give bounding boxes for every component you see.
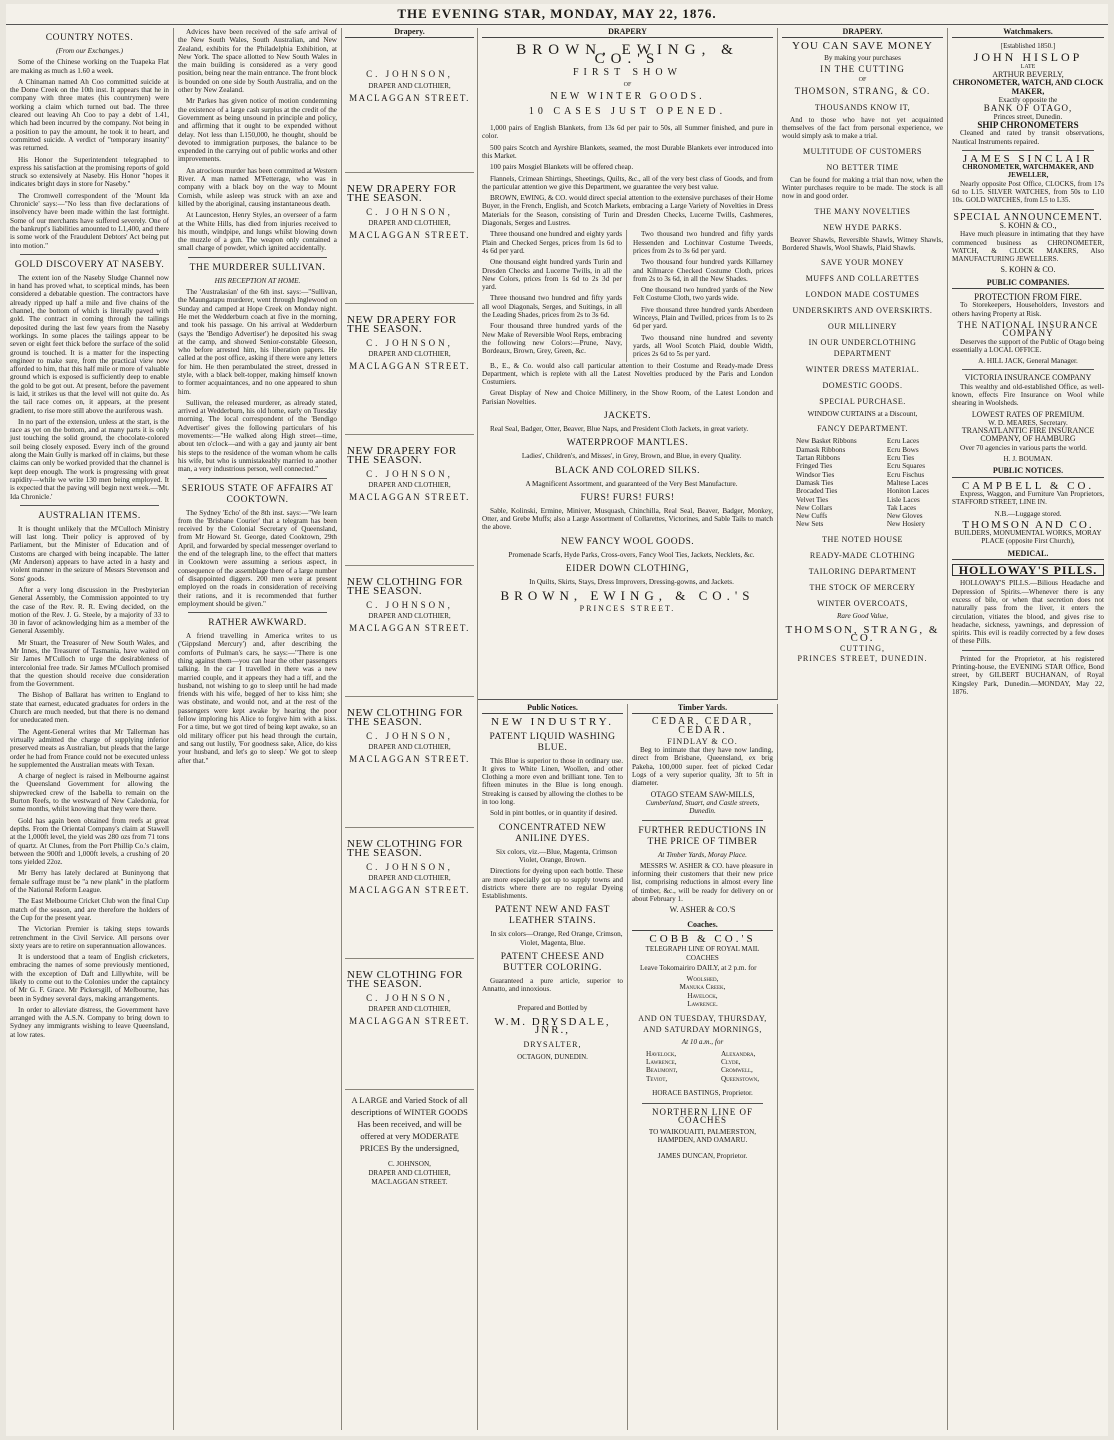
paragraph: Two thousand two hundred and fifty yards Hessenden and Lochinvar Costume Tweeds, prices from 2s to 3s 6d per yard. xyxy=(633,230,773,255)
fabric-list-right xyxy=(633,230,773,361)
tailoring-heading: TAILORING DEPARTMENT xyxy=(808,566,917,576)
paragraph: Mr Parkes has given notice of motion condemning the existence of a large cash surplus at the credit of the Government as being unsound in principle and policy, and affirming that it ought to be expended without delay. Not less than L150,000, he thought, should be devoted to immigration purposes, the balance to be expended in the carrying out of public works and other improvements. xyxy=(178,97,337,164)
paragraph: One thousand two hundred yards of the New Felt Costume Cloth, two yards wide. xyxy=(633,286,773,303)
advertiser-trade: DRAPER AND CLOTHIER, xyxy=(368,1005,451,1014)
brown-ewing-name: BROWN, EWING, & CO.'S xyxy=(516,42,739,67)
divider xyxy=(20,254,159,255)
section-header-coaches: Coaches. xyxy=(632,921,773,931)
paragraph: 500 pairs Scotch and Ayrshire Blankets, seamed, the most Durable Blankets ever introduced into this Market. xyxy=(482,143,773,160)
item: Lisle Laces xyxy=(886,495,920,504)
new-winter-goods: NEW WINTER GOODS. xyxy=(550,91,705,103)
paragraph: In Quilts, Skirts, Stays, Dress Improvers, Dressing-gowns, and Jackets. xyxy=(529,578,734,587)
paragraph: Two thousand nine hundred and seventy yards, all Wool Scotch Plaid, double Width, prices 2s 6d to 5s per yard. xyxy=(633,333,773,359)
northern-towns: TO WAIKOUAITI, PALMERSTON, HAMPDEN, AND OAMARU. xyxy=(648,1127,757,1144)
towns-right xyxy=(721,1050,759,1083)
divider xyxy=(188,257,327,258)
item: New Collars xyxy=(796,503,833,512)
ad-headline: NEW CLOTHING FOR THE SEASON. xyxy=(347,576,463,597)
fancy-list-right xyxy=(887,437,929,528)
section-header-medical: MEDICAL. xyxy=(952,550,1104,560)
subheading: HIS RECEPTION AT HOME. xyxy=(214,276,301,285)
in-cutting: IN THE CUTTING xyxy=(820,63,905,74)
paragraph: Four thousand three hundred yards of the New Make of Reversible Wool Reps, embracing the following new Colors:—Prune, Navy, Bordeaux, Brown, Grey, Green, &c. xyxy=(482,322,622,356)
noted-house-heading: THE NOTED HOUSE xyxy=(822,534,903,544)
millinery-heading: OUR MILLINERY xyxy=(828,322,897,332)
ad-headline: NEW CLOTHING FOR THE SEASON. xyxy=(347,838,463,859)
masthead: THE EVENING STAR, MONDAY, MAY 22, 1876. xyxy=(6,4,1108,25)
section-header-public-notices: Public Notices. xyxy=(482,704,623,714)
paragraph: The Cromwell correspondent of the 'Mount Ida Chronicle' says:—"No less than five declarations of insolvency have been made within the last fortnight. Some of our merchants have suffered severely. One of the bankrupt's liabilities amounted to L1,400, and there is some work of the Fraudulent Debtors' Act being put into motion." xyxy=(10,191,169,250)
advertiser-name: C. JOHNSON, xyxy=(366,206,453,217)
section-header-drapery: Drapery. xyxy=(345,28,474,38)
ad-headline: NEW CLOTHING FOR THE SEASON. xyxy=(347,707,463,728)
muffs-heading: MUFFS AND COLLARETTES xyxy=(805,274,920,284)
ad-body: A LARGE and Varied Stock of all descriptions of WINTER GOODS Has been received, and will be offered at very MODERATE PRICES By the undersigned, xyxy=(351,1095,468,1154)
paragraph: The Victorian Premier is taking steps towards retrenchment in the Civil Service. All persons over sixty years are to retire on superannuation allowances. xyxy=(10,925,169,950)
column-thomson-strang xyxy=(778,28,948,1430)
advertiser-street: MACLAGGAN STREET. xyxy=(349,885,470,896)
paragraph: BROWN, EWING, & CO. would direct special attention to the extensive purchases of their Home Buyer, in the French, English, and Scotch Markets, embracing a Large Variety of Novelties in Dress Materials for the Season, consisting of Turin and Dresden Checks, Lucerne Twills, Cashmeres, Diagonals, Serges and Lustres. xyxy=(482,194,773,228)
divider xyxy=(642,1103,763,1104)
advertiser-trade: DRAPER AND CLOTHIER, xyxy=(368,481,451,490)
paragraph: Beaver Shawls, Reversible Shawls, Witney Shawls, Bordered Shawls, Wool Shawls, Plaid Shawls. xyxy=(782,235,943,252)
opposite-label: Exactly opposite the xyxy=(998,96,1058,105)
fancy-list xyxy=(782,437,943,528)
paragraph: It is thought unlikely that the M'Culloch Ministry will last long. Their policy is approved of by Parliament, but the Minister of Education and of Customs are charged with being incapable. The latter (Mr Anderson) appears to have acted in a hasty and violent manner in the seizure of Messrs Stevenson and Sons' goods. xyxy=(10,524,169,583)
chronometer-maker: CHRONOMETER, WATCH, AND CLOCK MAKER, xyxy=(952,78,1104,96)
paragraph: 100 pairs Mosgiel Blankets will be offered cheap. xyxy=(490,163,634,172)
advertiser-trade: DRAPER AND CLOTHIER, xyxy=(368,219,451,228)
town: Manuka Creek, xyxy=(679,983,726,992)
paragraph: The East Melbourne Cricket Club won the final Cup match of the season, and are therefore the holders of the Cup for the present year. xyxy=(10,897,169,922)
section-header-watchmakers: Watchmakers. xyxy=(952,28,1104,38)
protection-heading: PROTECTION FROM FIRE. xyxy=(974,292,1082,303)
paragraph: Cleaned and rated by transit observations, Nautical Instruments repaired. xyxy=(952,129,1104,146)
paragraph: B., E., & Co. would also call particular attention to their Costume and Ready-made Dress Department, which is replete with all the Latest Novelties produced by the Paris and London Costumiers. xyxy=(482,361,773,387)
section-header-drapery: DRAPERY xyxy=(482,28,773,38)
eider-heading: EIDER DOWN CLOTHING, xyxy=(565,564,690,575)
asher-name: W. ASHER & CO.'S xyxy=(669,905,736,915)
newspaper-page xyxy=(6,4,1108,1436)
holloway-pills-banner: HOLLOWAY'S PILLS. xyxy=(952,564,1104,576)
item: Ecru Ties xyxy=(886,454,915,463)
beverly-name: ARTHUR BEVERLY, xyxy=(992,70,1064,80)
item: Damask Ribbons xyxy=(796,445,846,454)
paragraph: Five thousand three hundred yards Aberdeen Winceys, Plain and Twilled, prices from 1s to 2s 6d per yard. xyxy=(633,305,773,331)
paragraph: The Agent-General writes that Mr Tallerman has virtually admitted the charge of supplying inferior preserved meats as Australian, but pleads that the large order he had from France could not be executed unless he supplemented the Australian meats with Texan. xyxy=(10,727,169,769)
cobb-name: COBB & CO.'S xyxy=(649,932,756,945)
advertiser-name: C. JOHNSON, xyxy=(366,992,453,1003)
johnson-ad xyxy=(345,173,474,304)
domestic-heading: DOMESTIC GOODS. xyxy=(822,381,903,391)
paragraph: To Storekeepers, Householders, Investors and others having Property at Risk. xyxy=(952,301,1104,318)
advertiser-trade: DRAPER AND CLOTHIER, xyxy=(368,1168,451,1177)
advertiser-name: C. JOHNSON, xyxy=(388,1160,431,1169)
town: Clyde, xyxy=(720,1057,741,1066)
washing-blue-heading: PATENT LIQUID WASHING BLUE. xyxy=(489,731,616,753)
kohn-name: S. KOHN & CO., xyxy=(999,220,1057,230)
advertiser-street: MACLAGGAN STREET. xyxy=(349,92,470,103)
paragraph: Express, Waggon, and Furniture Van Proprietors, STAFFORD STREET, LINE IN. xyxy=(952,489,1104,507)
section-header-companies: PUBLIC COMPANIES. xyxy=(952,279,1104,289)
duncan-proprietor: JAMES DUNCAN, Proprietor. xyxy=(657,1152,748,1161)
paragraph: The extent ion of the Naseby Sludge Channel now in hand has proved what, to sceptical minds, has been considered a debatable question. The contractors have already ripped up half a mile and five chains of the channel, the bottom of which is literally paved with gold. The contract in coming through the tailings deposited during the last few years from the Naseby workings. In some places the tailings appear to be seven or eight feet thick before the surface of the solid ground is touched. It is a matter for the inspecting engineer to make sure, from the practical view now afforded to him, that this half mile or more of valuable ground which is exposed is sufficiently deep to enable the gold to be got out. At present, before the pavement is laid, it strikes us that the level will not quite do. As the tail race comes on, it appears, at the present gradient, to rise more still above the auriferous wash. xyxy=(10,273,169,415)
paragraph: Advices have been received of the safe arrival of the New South Wales, South Australian, and New Zealand, exhibits for the Philadelphia Exhibition, at New York. The space allotted to New South Wales in the main building is considered as a very good position, being near the main entrance. The front block is bounded on one side by South Australia, and on the other by New Zealand. xyxy=(178,28,337,95)
royal-mail-line: TELEGRAPH LINE OF ROYAL MAIL COACHES xyxy=(645,945,760,962)
thomson-name: THOMSON, STRANG, & CO. xyxy=(794,86,931,97)
section-header-notices: PUBLIC NOTICES. xyxy=(952,467,1104,477)
advertiser-trade: DRAPER AND CLOTHIER, xyxy=(368,81,451,90)
timber-yards-address: At Timber Yards, Moray Place. xyxy=(658,850,747,859)
paragraph: Leave Tokomairiro DAILY, at 2 p.m. for xyxy=(640,963,757,972)
paragraph: And to those who have not yet acquainted themselves of the fact from personal experience, we would simply ask to make a trial. xyxy=(782,115,943,141)
advertiser-street: MACLAGGAN STREET. xyxy=(349,623,470,634)
paragraph: 1,000 pairs of English Blankets, from 13s 6d per pair to 50s, all Summer finished, and pure in color. xyxy=(482,124,773,141)
imprint: Printed for the Proprietor, at his registered Printing-house, the EVENING STAR Office, Bond street, by GILBERT BUCHANAN, of Royal Kingsley Park, Dunedin.—MONDAY, May 22, 1876. xyxy=(952,654,1104,696)
advertiser-name: C. JOHNSON, xyxy=(366,468,453,479)
paragraph: The Sydney 'Echo' of the 8th inst. says:—"We learn from the 'Brisbane Courier' that a telegram has been received by the Colonial Secretary of Queensland, from Mr Howard St. George, dated Cooktown, 29th April, and forwarded by special messenger overland to the end of the telegraph line, to the effect that matters in Cooktown were assuming a serious aspect, in consequence of the assemblage there of a large number of disappointed diggers. 200 men were at present employed on the roads in consideration of receiving their rations, and it is recommended that further employment should be given." xyxy=(178,508,337,608)
paragraph: In order to alleviate distress, the Government have arranged with the A.S.N. Company to bring down to Sydney any immigrants wishing to leave Queensland, at low rates. xyxy=(10,1005,169,1039)
paragraph: Sable, Kolinski, Ermine, Miniver, Musquash, Chinchilla, Real Seal, Beaver, Badger, Monkey, Otter, and Grebe Muffs; also a Large Assortment of Collarettes, Victorines, and Sable Tails to match the above. xyxy=(482,506,773,532)
item: Ecru Bows xyxy=(886,445,919,454)
national-insurance: THE NATIONAL INSURANCE COMPANY xyxy=(957,319,1099,339)
town: Alexandra, xyxy=(720,1049,756,1058)
paragraph: Have much pleasure in intimating that they have commenced business as CHRONOMETER, WATCH, & CLOCK MAKERS, Also MANUFACTURING JEWELLERS. xyxy=(952,230,1104,264)
johnson-ad xyxy=(345,959,474,1090)
cutting-label: CUTTING, xyxy=(839,643,886,653)
brown-ewing-ad xyxy=(478,28,778,700)
underclothing-heading: IN OUR UNDERCLOTHING DEPARTMENT xyxy=(808,338,917,359)
drysdale-name: W.M. DRYSDALE, JNR., xyxy=(494,1015,611,1037)
transatlantic: TRANSATLANTIC FIRE INSURANCE COMPANY, OF HAMBURG xyxy=(961,426,1095,444)
town: Lawrence, xyxy=(646,1057,677,1066)
item: New Hosiery xyxy=(886,520,925,529)
paragraph: MESSRS W. ASHER & CO. have pleasure in informing their customers that their new price list, comprising reductions in almost every line of timber, &c., will be ready for delivery on or about February 1. xyxy=(632,861,773,904)
advertiser-name: C. JOHNSON, xyxy=(366,861,453,872)
paragraph: Nearly opposite Post Office, CLOCKS, from 17s 6d to L15. SILVER WATCHES, from 50s to L10 10s. GOLD WATCHES, from L5 to L35. xyxy=(952,179,1104,205)
paragraph: Some of the Chinese working on the Tuapeka Flat are making as much as 1.60 a week. xyxy=(10,58,169,75)
hill-jack: A. HILL JACK, General Manager. xyxy=(978,357,1078,366)
paragraph: Great Display of New and Choice Millinery, in the Show Room, of the Latest London and Parisian Novelties. xyxy=(482,389,773,406)
divider xyxy=(20,505,159,506)
advertiser-name: C. JOHNSON, xyxy=(366,337,453,348)
save-money: YOU CAN SAVE MONEY xyxy=(792,40,933,53)
johnson-ad xyxy=(345,42,474,173)
reductions-heading: FURTHER REDUCTIONS IN THE PRICE OF TIMBER xyxy=(638,825,767,847)
item: Windsor Ties xyxy=(796,470,835,479)
ad-headline: NEW DRAPERY FOR THE SEASON. xyxy=(347,183,457,204)
leather-heading: PATENT NEW AND FAST LEATHER STAINS. xyxy=(495,905,610,927)
towns-two-col xyxy=(632,1050,773,1083)
by-purchases: By making your purchases xyxy=(824,53,901,62)
paragraph: The Bishop of Ballarat has written to England to state that earnest, educated graduates for orders in the Church are much needed, but that there is no demand for uneducated men. xyxy=(10,691,169,725)
town: Cromwell, xyxy=(720,1066,753,1075)
paragraph: Directions for dyeing upon each bottle. These are more especially got up to supply towns and districts where there are no regular Dyeing Establishments. xyxy=(482,867,623,901)
paragraph: This Blue is superior to those in ordinary use. It gives to White Linen, Woollen, and other Clothing a more even and brilliant tone. Ten to fifteen minutes in the Blue is long enough. Streaking is caused by allowing the clothes to be in too long. xyxy=(482,756,623,807)
item: New Basket Ribbons xyxy=(796,437,857,446)
cases-opened: 10 CASES JUST OPENED. xyxy=(528,105,727,117)
advertiser-trade: DRAPER AND CLOTHIER, xyxy=(368,743,451,752)
town: Havelock, xyxy=(687,991,718,1000)
octagon-address: OCTAGON, DUNEDIN. xyxy=(517,1052,588,1061)
paragraph: Real Seal, Badger, Otter, Beaver, Blue Naps, and President Cloth Jackets, in great variety. xyxy=(490,424,749,433)
advertiser-street: MACLAGGAN STREET. xyxy=(349,492,470,503)
divider xyxy=(642,820,763,821)
item: New Cuffs xyxy=(796,512,828,521)
paragraph: A Chinaman named Ah Coo committed suicide at the Dome Creek on the 10th inst. It appears that he in company with three mates (his countrymen) were working a claim which turned out bad. The three cleared out leaving Ah Coo to pay a debt of 1.41, which had been incurred by the company. Not being in a position to pay the amount, he took it to heart, and committed suicide. A verdict of "temporary insanity" was returned. xyxy=(10,77,169,153)
princes-street: PRINCES STREET, DUNEDIN. xyxy=(797,653,928,663)
paragraph: Sold in pint bottles, or in quantity if desired. xyxy=(490,809,618,818)
paragraph: Over 70 agencies in various parts the world. xyxy=(960,443,1087,452)
sinclair-trade: CHRONOMETER, WATCHMAKER, AND JEWELLER, xyxy=(962,163,1094,180)
paragraph: Three thousand one hundred and eighty yards Plain and Checked Serges, prices from 1s 6d to 4s 6d per yard. xyxy=(482,230,622,255)
advertiser-trade: DRAPER AND CLOTHIER, xyxy=(368,612,451,621)
paragraph: Sullivan, the released murderer, as already stated, arrived at Wedderburn, his old home, early on Tuesday morning. The local correspondent of the 'Bendigo Advertiser' gives the following particulars of his movements:—"He walked along High street—time, about ten o'clock—and with a gay and jaunty air bent his steps to the residence of the woman whom he calls his wife, but who is unmistakeably married to another man, a very industrious person, well connected." xyxy=(178,398,337,474)
builders-desc: BUILDERS, MONUMENTAL WORKS, MORAY PLACE (opposite First Church), xyxy=(954,529,1102,546)
johnson-ad xyxy=(345,697,474,828)
advertiser-street: MACLAGGAN STREET. xyxy=(349,754,470,765)
item: Maltese Laces xyxy=(886,478,929,487)
paragraph: Promenade Scarfs, Hyde Parks, Cross-overs, Fancy Wool Ties, Jackets, Necklets, &c. xyxy=(508,550,755,559)
ready-made-heading: READY-MADE CLOTHING xyxy=(809,550,916,560)
special-purchase-heading: SPECIAL PURCHASE. xyxy=(819,397,906,407)
fabric-list-left xyxy=(482,230,627,361)
paragraph: A charge of neglect is raised in Melbourne against the Queensland Government for allowing the shipwrecked crew of the Isabella to remain on the Burton Reefs, to the westward of New Caledonia, for some months, whilst knowing that they were there. xyxy=(10,772,169,814)
johnson-ad xyxy=(345,435,474,566)
item: Damask Ties xyxy=(796,478,834,487)
column-news xyxy=(174,28,342,1430)
sinclair-name: JAMES SINCLAIR xyxy=(962,152,1094,165)
divider xyxy=(962,650,1094,651)
paragraph: After a very long discussion in the Presbyterian General Assembly, the Commission appointed to try the case of the Rev. R. R. Ewing decided, on the motion of the Rev. J. G. Steele, by a majority of 33 to 30 in favor of acknowledging him as a member of the General Assembly. xyxy=(10,585,169,636)
paragraph: Mr Stuart, the Treasurer of New South Wales, and Mr Innes, the Treasurer of Tasmania, have waited on Sir James M'Culloch to urge the desirableness of intercolonial free trade. Sir James M'Culloch promised that the question should receive due consideration from the Government. xyxy=(10,638,169,689)
paragraph: Gold has again been obtained from reefs at great depths. From the Oriental Company's claim at Stawell at the 1,000ft level, the yield was 280 ozs from 71 tons of quartz. At Clunes, from the Port Phillip Co.'s claim, between the 900ft and 1,000ft levels, a crushing of 20 tons yielded 22oz. xyxy=(10,816,169,867)
advertiser-street: MACLAGGAN STREET. xyxy=(349,1016,470,1027)
otago-mills: OTAGO STEAM SAW-MILLS, xyxy=(650,789,755,799)
advertiser-street: MACLAGGAN STREET. xyxy=(349,230,470,241)
divider xyxy=(188,612,327,613)
heading-rather-awkward: RATHER AWKWARD. xyxy=(208,618,307,629)
item: New Sets xyxy=(796,520,824,529)
heading-country-notes: COUNTRY NOTES. xyxy=(45,33,134,43)
paragraph: Two thousand four hundred yards Killarney and Kilmarce Checked Costume Cloth, prices from 2s to 3s 6d, in all the New Shades. xyxy=(633,258,773,283)
aniline-heading: CONCENTRATED NEW ANILINE DYES. xyxy=(498,822,607,844)
paragraph: This wealthy and old-established Office, as well-known, effects Fire Insurance on Wool while shearing in Woolsheds. xyxy=(952,382,1104,408)
fancy-list-left xyxy=(796,437,857,528)
heading-murderer-sullivan: THE MURDERER SULLIVAN. xyxy=(189,262,326,273)
winter-material-heading: WINTER DRESS MATERIAL. xyxy=(805,365,920,375)
findlay-name: FINDLAY & CO. xyxy=(667,736,738,746)
paragraph: Ladies', Children's, and Misses', in Grey, Brown, and Blue, in every Quality. xyxy=(521,452,742,461)
multitude-heading: MULTITUDE OF CUSTOMERS xyxy=(802,146,922,156)
town: Lawrence. xyxy=(687,1000,718,1009)
of-label: OF xyxy=(623,82,632,89)
johnson-ad xyxy=(345,304,474,435)
heading-australian-items: AUSTRALIAN ITEMS. xyxy=(38,510,141,521)
victoria-insurance: VICTORIA INSURANCE COMPANY xyxy=(964,373,1092,383)
item: Ecru Squares xyxy=(886,462,925,471)
towns-left xyxy=(646,1050,678,1083)
jackets-heading: JACKETS. xyxy=(603,410,652,421)
mills-address: Cumberland, Stuart, and Castle streets, Dunedin. xyxy=(645,798,760,816)
paragraph: Six colors, viz.—Blue, Magenta, Crimson Violet, Orange, Brown. xyxy=(496,847,617,864)
new-industry: NEW INDUSTRY. xyxy=(491,716,614,729)
underskirts-heading: UNDERSKIRTS AND OVERSKIRTS. xyxy=(792,306,933,316)
mercery-heading: THE STOCK OF MERCERY xyxy=(809,582,916,592)
paragraph: A friend travelling in America writes to us ('Gippsland Mercury') and, after describing the comforts of Pulman's cars, he says:—"There is one thing against them—you can hear the other passengers talking. In the car I travelled in there was a new married couple, and it appears they had a tiff, and the husband, not wishing to go to sleep until he had made friends with his wife, begged of her to kiss him; she was obstinate, and would not, and at the rest of the passengers were kept awake by hearing the poor fellow imploring his Alice to forgive him with a kiss. For a time, but we got tired of being kept awake, so an old military officer put his head through the curtain, and sang out lustily, 'For goodness sake, Alice, do kiss your husband, and let's go to sleep.' We got to sleep after that." xyxy=(178,632,337,765)
column-timber-coaches xyxy=(628,704,778,1430)
item: Fringed Ties xyxy=(796,462,833,471)
advertiser-name: C. JOHNSON, xyxy=(366,69,453,80)
better-time-heading: NO BETTER TIME xyxy=(826,162,899,172)
town: Havelock, xyxy=(646,1049,677,1058)
fabric-listing xyxy=(482,230,773,361)
brown-ewing-name: BROWN, EWING, & CO.'S xyxy=(500,588,755,604)
late-label: LATE xyxy=(1020,63,1036,70)
column-watchmakers xyxy=(948,28,1108,1430)
advertiser-trade: DRAPER AND CLOTHIER, xyxy=(368,350,451,359)
novelties-heading: THE MANY NOVELTIES xyxy=(814,206,911,216)
paragraph: Mr Berry has lately declared at Buninyong that female suffrage must be "a new plank" in the platform of the National Reform League. xyxy=(10,869,169,895)
ad-headline: NEW CLOTHING FOR THE SEASON. xyxy=(347,969,463,990)
special-announcement: SPECIAL ANNOUNCEMENT. xyxy=(953,211,1103,223)
cedar-heading: CEDAR, CEDAR, CEDAR. xyxy=(651,716,754,736)
rare-value: Rare Good Value, xyxy=(836,611,889,620)
northern-line: NORTHERN LINE OF COACHES xyxy=(652,1107,753,1126)
lowest-rates: LOWEST RATES OF PREMIUM. xyxy=(971,409,1085,419)
ship-chronometers: SHIP CHRONOMETERS xyxy=(977,119,1079,130)
thomson-builders: THOMSON AND CO. xyxy=(962,518,1094,531)
paragraph: Three thousand two hundred and fifty yards all wool Diagonals, Serges, and Suitings, in all the Leading Shades, prices from 2s to 3s 6d. xyxy=(482,294,622,320)
bastings-proprietor: HORACE BASTINGS, Proprietor. xyxy=(652,1088,753,1097)
paragraph: HOLLOWAY'S PILLS.—Bilious Headache and Depression of Spirits.—Whenever there is any excess of bile, or when that secretion does not naturally pass from the liver, it enters the circulation, vitiates the blood, and gives rise to headache, sickness, yawnings, and depression of spirits. This evil is readily corrected by a few doses of these Pills. xyxy=(952,579,1104,646)
princes-address: Princes street, Dunedin. xyxy=(993,112,1063,121)
wool-goods-heading: NEW FANCY WOOL GOODS. xyxy=(560,536,695,547)
subheading: (From our Exchanges.) xyxy=(56,47,123,55)
item: Ecru Fischus xyxy=(886,470,925,479)
london-costumes-heading: LONDON MADE COSTUMES xyxy=(805,290,920,300)
luggage-note: N.B.—Luggage stored. xyxy=(994,509,1062,518)
advertiser-street: MACLAGGAN STREET. xyxy=(371,1177,448,1186)
prepared-label: Prepared and Bottled by xyxy=(517,1003,588,1012)
column-public-notices xyxy=(478,704,628,1430)
divider xyxy=(962,209,1094,210)
item: Tak Laces xyxy=(886,503,917,512)
meares-secretary: W. D. MEARES, Secretary. xyxy=(988,418,1068,427)
drysalter: DRYSALTER, xyxy=(523,1039,582,1049)
overcoats-heading: WINTER OVERCOATS, xyxy=(817,598,908,608)
section-header-timber: Timber Yards. xyxy=(632,704,773,714)
advertiser-trade: DRAPER AND CLOTHIER, xyxy=(368,874,451,883)
coach-time: At 10 a.m., for xyxy=(681,1038,724,1047)
advertiser-street: MACLAGGAN STREET. xyxy=(349,361,470,372)
hyde-parks-heading: NEW HYDE PARKS. xyxy=(823,222,902,232)
paragraph: Deserves the support of the Public of Otago being essentially a LOCAL OFFICE. xyxy=(952,337,1104,354)
paragraph: An atrocious murder has been committed at Western River. A man named M'Fetterage, who was in company with a black boy on the way to Mount Cornish, while asleep was struck with an axe and killed by the aboriginal, causing instantaneous death. xyxy=(178,166,337,208)
mantles-heading: WATERPROOF MANTLES. xyxy=(566,438,689,449)
kohn-signature: S. KOHN & CO. xyxy=(1000,265,1056,275)
item: New Gloves xyxy=(886,512,923,521)
item: Honiton Laces xyxy=(886,487,929,496)
advertiser-name: C. JOHNSON, xyxy=(366,730,453,741)
johnson-ad xyxy=(345,566,474,697)
window-curtains: WINDOW CURTAINS at a Discount, xyxy=(807,410,918,419)
paragraph: One thousand eight hundred yards Turin and Dresden Checks and Lucerne Twills, in all the New Colors, prices from 1s 6d to 2s 3d per yard. xyxy=(482,258,622,292)
of-label: OF xyxy=(858,77,867,84)
town: Teviot, xyxy=(646,1074,668,1083)
first-show: FIRST SHOW xyxy=(573,66,682,78)
divider xyxy=(188,478,327,479)
johnson-winter-ad xyxy=(345,1090,474,1192)
section-header-drapery: DRAPERY. xyxy=(782,28,943,38)
paragraph: At Launceston, Henry Styles, an overseer of a farm at the White Hills, has died from injuries received to his mouth, windpipe, and lungs whilst blowing down the muzzle of a gun. The weapon only contained a small charge of powder, which ignited accidentally. xyxy=(178,211,337,253)
town: Woolshed, xyxy=(686,975,719,984)
paragraph: Flannels, Crimean Shirtings, Sheetings, Quilts, &c., all of the very best class of Goods, and from the particular attention we give this Department, we guarantee the very best value. xyxy=(482,174,773,191)
paragraph: Guaranteed a pure article, superior to Annatto, and innoxious. xyxy=(482,977,623,994)
coach-days: AND ON TUESDAY, THURSDAY, AND SATURDAY MORNINGS, xyxy=(638,1014,767,1035)
hislop-name: JOHN HISLOP xyxy=(973,49,1083,64)
heading-gold-discovery: GOLD DISCOVERY AT NASEBY. xyxy=(14,259,165,270)
ad-headline: NEW DRAPERY FOR THE SEASON. xyxy=(347,314,457,335)
silks-heading: BLACK AND COLORED SILKS. xyxy=(554,465,700,476)
column-country-notes xyxy=(6,28,174,1430)
towns-list xyxy=(632,975,773,1008)
fancy-heading: FANCY DEPARTMENT. xyxy=(817,424,908,434)
heading-cooktown: SERIOUS STATE OF AFFAIRS AT COOKTOWN. xyxy=(181,483,334,505)
cheese-heading: PATENT CHEESE AND BUTTER COLORING. xyxy=(500,952,605,974)
furs-heading: FURS! FURS! FURS! xyxy=(580,492,675,503)
item: Ecru Laces xyxy=(886,437,919,446)
princes-street: PRINCES STREET. xyxy=(579,603,676,613)
paragraph: Beg to intimate that they have now landing, direct from Brisbane, Queensland, ex brig Pakeha, 100,000 super. feet of picked Cedar Logs of a very superior quality, 3ft to 5ft in diameter. xyxy=(632,746,773,788)
paragraph: It is understood that a team of English cricketers, embracing the names of some previously mentioned, with the exception of Daft and Lillywhite, will be likely to come out to the Colonies under the captaincy of Mr G. F. Grace. Mr Pickersgill, of Melbourne, has been in Sydney several days, making arrangements. xyxy=(10,953,169,1003)
established: [Established 1850.] xyxy=(1000,42,1056,51)
ad-headline: NEW DRAPERY FOR THE SEASON. xyxy=(347,445,457,466)
paragraph: In no part of the extension, unless at the start, is the race as yet on the bottom, and at many parts it is only just touching the solid ground, the chocolate-colored soil being closely exposed. Every inch of the ground along the Main Gully is marked off in claims, but these claims can only be worked provided that the channel is kept deep enough. The work is progressing with great rapidity—while we write 130 men being employed. It is expected that the paving will begin next week.—'Mt. Ida Chronicle.' xyxy=(10,417,169,501)
thousands-heading: THOUSANDS KNOW IT, xyxy=(814,102,911,112)
paragraph: Can be found for making a trial than now, when the Winter purchases require to be made. The stock is all now in and good order. xyxy=(782,175,943,201)
paragraph: His Honor the Superintendent telegraphed to express his satisfaction at the promising reports of gold struck so extensively at Naseby. His Honor "hopes it indicates bright days in store for Naseby." xyxy=(10,155,169,189)
thomson-name: THOMSON, STRANG, & CO. xyxy=(785,624,940,645)
bank-of-otago: BANK OF OTAGO, xyxy=(983,103,1073,114)
paragraph: A Magnificent Assortment, and guaranteed of the Very Best Manufacture. xyxy=(525,479,738,488)
item: Tartan Ribbons xyxy=(796,454,841,463)
item: Brocaded Ties xyxy=(796,487,838,496)
divider xyxy=(962,150,1094,151)
item: Velvet Ties xyxy=(796,495,829,504)
advertiser-name: C. JOHNSON, xyxy=(366,599,453,610)
town: Queenstown, xyxy=(720,1074,759,1083)
paragraph: In six colors—Orange, Red Orange, Crimson, Violet, Magenta, Blue. xyxy=(490,930,623,947)
campbell-name: CAMPBELL & CO. xyxy=(961,479,1095,492)
town: Beaumont, xyxy=(646,1066,678,1075)
paragraph: The 'Australasian' of the 6th inst. says:—"Sullivan, the Maungatapu murderer, went through Inglewood on Sunday and camped at Hope Creek on Monday night. He met the Wedderburn coach at five in the morning, and took his passage. On his arrival at Wedderburn (says the 'Bendigo Advertiser') he deposited his swag at the camp, and showed Senior-constable Gleeson, who before arrested him, his liberation papers. He called at the post office, asking if there were any letters for him. He then perambulated the street, dressed in style, with a black belt-topper, making himself known to former acquaintances, and no one appeared to shun him. xyxy=(178,288,337,396)
divider xyxy=(962,369,1094,370)
bouman: H. J. BOUMAN. xyxy=(1003,455,1053,464)
johnson-ad xyxy=(345,828,474,959)
save-money-heading: SAVE YOUR MONEY xyxy=(820,258,905,268)
column-johnson-ads xyxy=(342,28,478,1430)
